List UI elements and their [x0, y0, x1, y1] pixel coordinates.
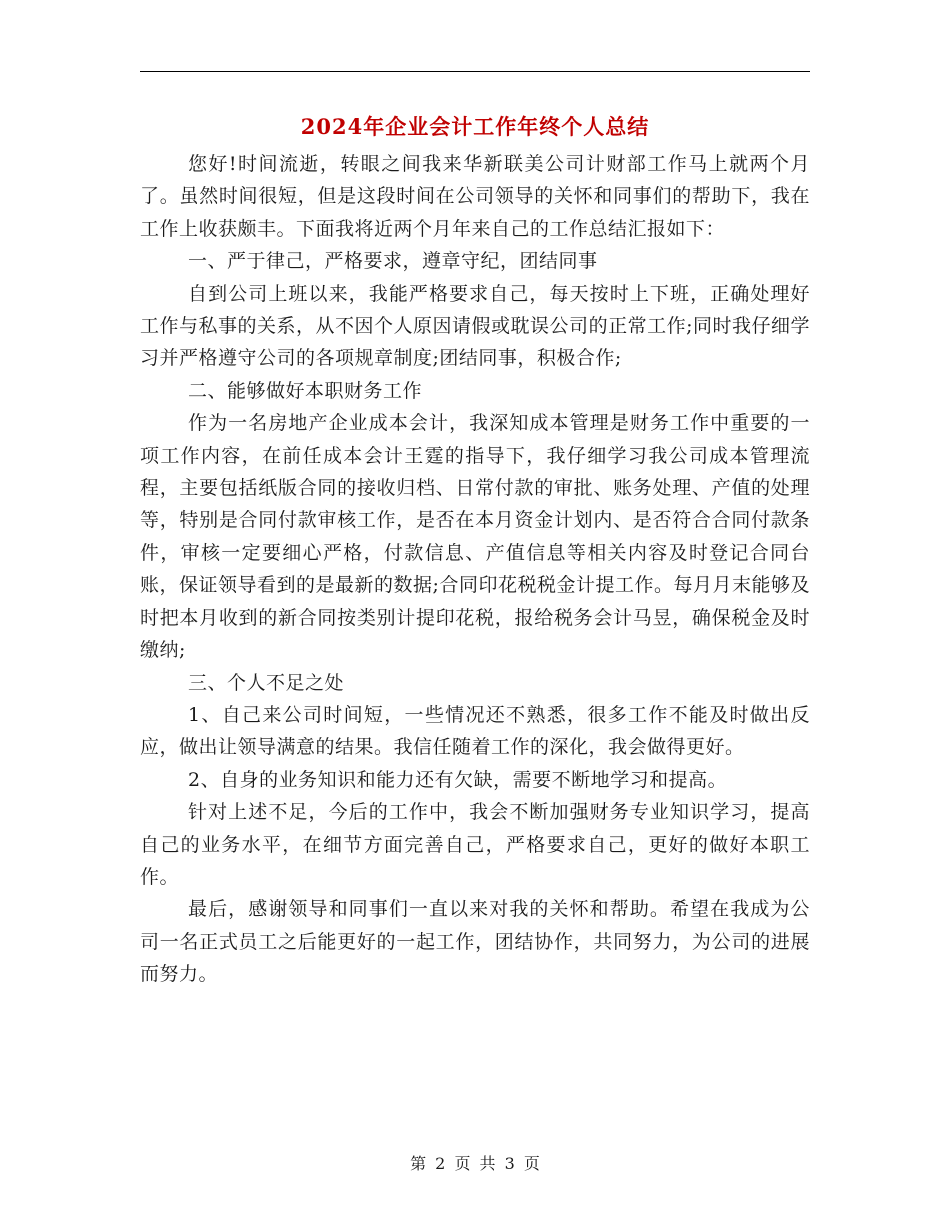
paragraph-closing: 最后，感谢领导和同事们一直以来对我的关怀和帮助。希望在我成为公司一名正式员工之后能更好的一起工作，团结协作，共同努力，为公司的进展而努力。	[140, 898, 810, 986]
header-rule	[140, 71, 810, 72]
paragraph-shortcoming-2: 2、自身的业务知识和能力还有欠缺，需要不断地学习和提高。	[188, 768, 728, 791]
paragraph-shortcoming-1: 1、自己来公司时间短，一些情况还不熟悉，很多工作不能及时做出反应，做出让领导满意的结果。我信任随着工作的深化，我会做得更好。	[140, 703, 810, 759]
section-heading-3: 三、个人不足之处	[188, 671, 345, 694]
document-body	[140, 148, 810, 991]
paragraph-improvement: 针对上述不足，今后的工作中，我会不断加强财务专业知识学习，提高自己的业务水平，在细节方面完善自己，严格要求自己，更好的做好本职工作。	[140, 801, 810, 888]
paragraph-section-2: 作为一名房地产企业成本会计，我深知成本管理是财务工作中重要的一项工作内容，在前任成本会计王霆的指导下，我仔细学习我公司成本管理流程，主要包括纸版合同的接收归档、日常付款的审批、账务处理、产值的处理等，特别是合同付款审核工作，是否在本月资金计划内、是否符合合同付款条件，审核一定要细心严格，付款信息、产值信息等相关内容及时登记合同台账，保证领导看到的是最新的数据;合同印花税税金计提工作。每月月末能够及时把本月收到的新合同按类别计提印花税，报给税务会计马昱，确保税金及时缴纳;	[140, 412, 810, 662]
page-footer: 第 2 页 共 3 页	[410, 1154, 540, 1173]
document-title: 2024年企业会计工作年终个人总结	[300, 114, 650, 139]
section-heading-2: 二、能够做好本职财务工作	[188, 379, 423, 402]
paragraph-intro: 您好!时间流逝，转眼之间我来华新联美公司计财部工作马上就两个月了。虽然时间很短，但是这段时间在公司领导的关怀和同事们的帮助下，我在工作上收获颇丰。下面我将近两个月年来自己的工作总结汇报如下：	[140, 153, 810, 240]
paragraph-section-1: 自到公司上班以来，我能严格要求自己，每天按时上下班，正确处理好工作与私事的关系，从不因个人原因请假或耽误公司的正常工作;同时我仔细学习并严格遵守公司的各项规章制度;团结同事，积极合作;	[140, 282, 810, 370]
section-heading-1: 一、严于律己，严格要求，遵章守纪，团结同事	[188, 250, 598, 273]
